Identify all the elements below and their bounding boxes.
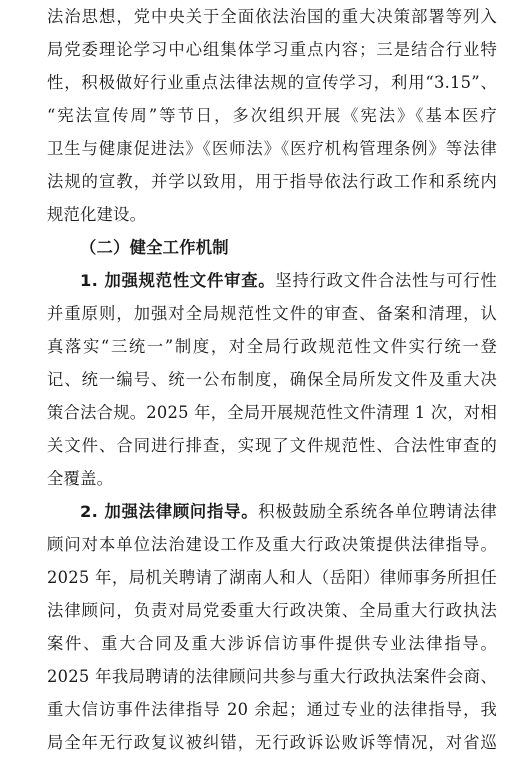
- body-text-line: 案件、重大合同及重大涉诉信访事件提供专业法律指导。: [47, 634, 497, 653]
- body-text-line: 性，积极做好行业重点法律法规的宣传学习，利用“3.15”、: [47, 73, 497, 92]
- body-text-line: 关文件、合同进行排查，实现了文件规范性、合法性审查的: [47, 436, 497, 455]
- body-text-line: 并重原则，加强对全局规范性文件的审查、备案和清理，认: [47, 304, 497, 323]
- body-text-line: 记、统一编号、统一公布制度，确保全局所发文件及重大决: [47, 370, 497, 389]
- item-title: 2. 加强法律顾问指导。: [80, 502, 259, 521]
- paragraph-first-line: [80, 497, 497, 527]
- body-text-line: 2025 年我局聘请的法律顾问共参与重大行政执法案件会商、: [47, 667, 497, 686]
- body-text-line: 2025 年，局机关聘请了湖南人和人（岳阳）律师事务所担任: [47, 568, 497, 587]
- body-text-line: 局全年无行政复议被纠错，无行政诉讼败诉等情况，对省巡: [47, 733, 497, 752]
- body-text-line: 局党委理论学习中心组集体学习重点内容；三是结合行业特: [47, 40, 497, 59]
- body-text-line: 顾问对本单位法治建设工作及重大行政决策提供法律指导。: [47, 535, 497, 554]
- body-text-line: 规范化建设。: [47, 205, 147, 224]
- body-text-span: 坚持行政文件合法性与可行性: [275, 271, 497, 290]
- item-title: 1. 加强规范性文件审查。: [80, 271, 276, 290]
- body-text-line: 法律顾问，负责对局党委重大行政决策、全局重大行政执法: [47, 601, 497, 620]
- body-text-line: 法治思想，党中央关于全面依法治国的重大决策部署等列入: [47, 7, 497, 26]
- body-text-line: 法规的宣教，并学以致用，用于指导依法行政工作和系统内: [47, 172, 497, 191]
- body-text-span: 积极鼓励全系统各单位聘请法律: [258, 502, 497, 521]
- section-heading: （二）健全工作机制: [80, 238, 229, 257]
- body-text-line: 重大信访事件法律指导 20 余起；通过专业的法律指导，我: [47, 700, 497, 719]
- body-text-line: 全覆盖。: [47, 469, 114, 488]
- body-text-line: 卫生与健康促进法》《医师法》《医疗机构管理条例》等法律: [47, 139, 497, 158]
- body-text-line: “宪法宣传周”等节日，多次组织开展《宪法》《基本医疗: [47, 106, 497, 125]
- body-text-line: 策合法合规。2025 年，全局开展规范性文件清理 1 次，对相: [47, 403, 497, 422]
- body-text-line: 真落实“三统一”制度，对全局行政规范性文件实行统一登: [47, 337, 497, 356]
- paragraph-first-line: [80, 266, 497, 296]
